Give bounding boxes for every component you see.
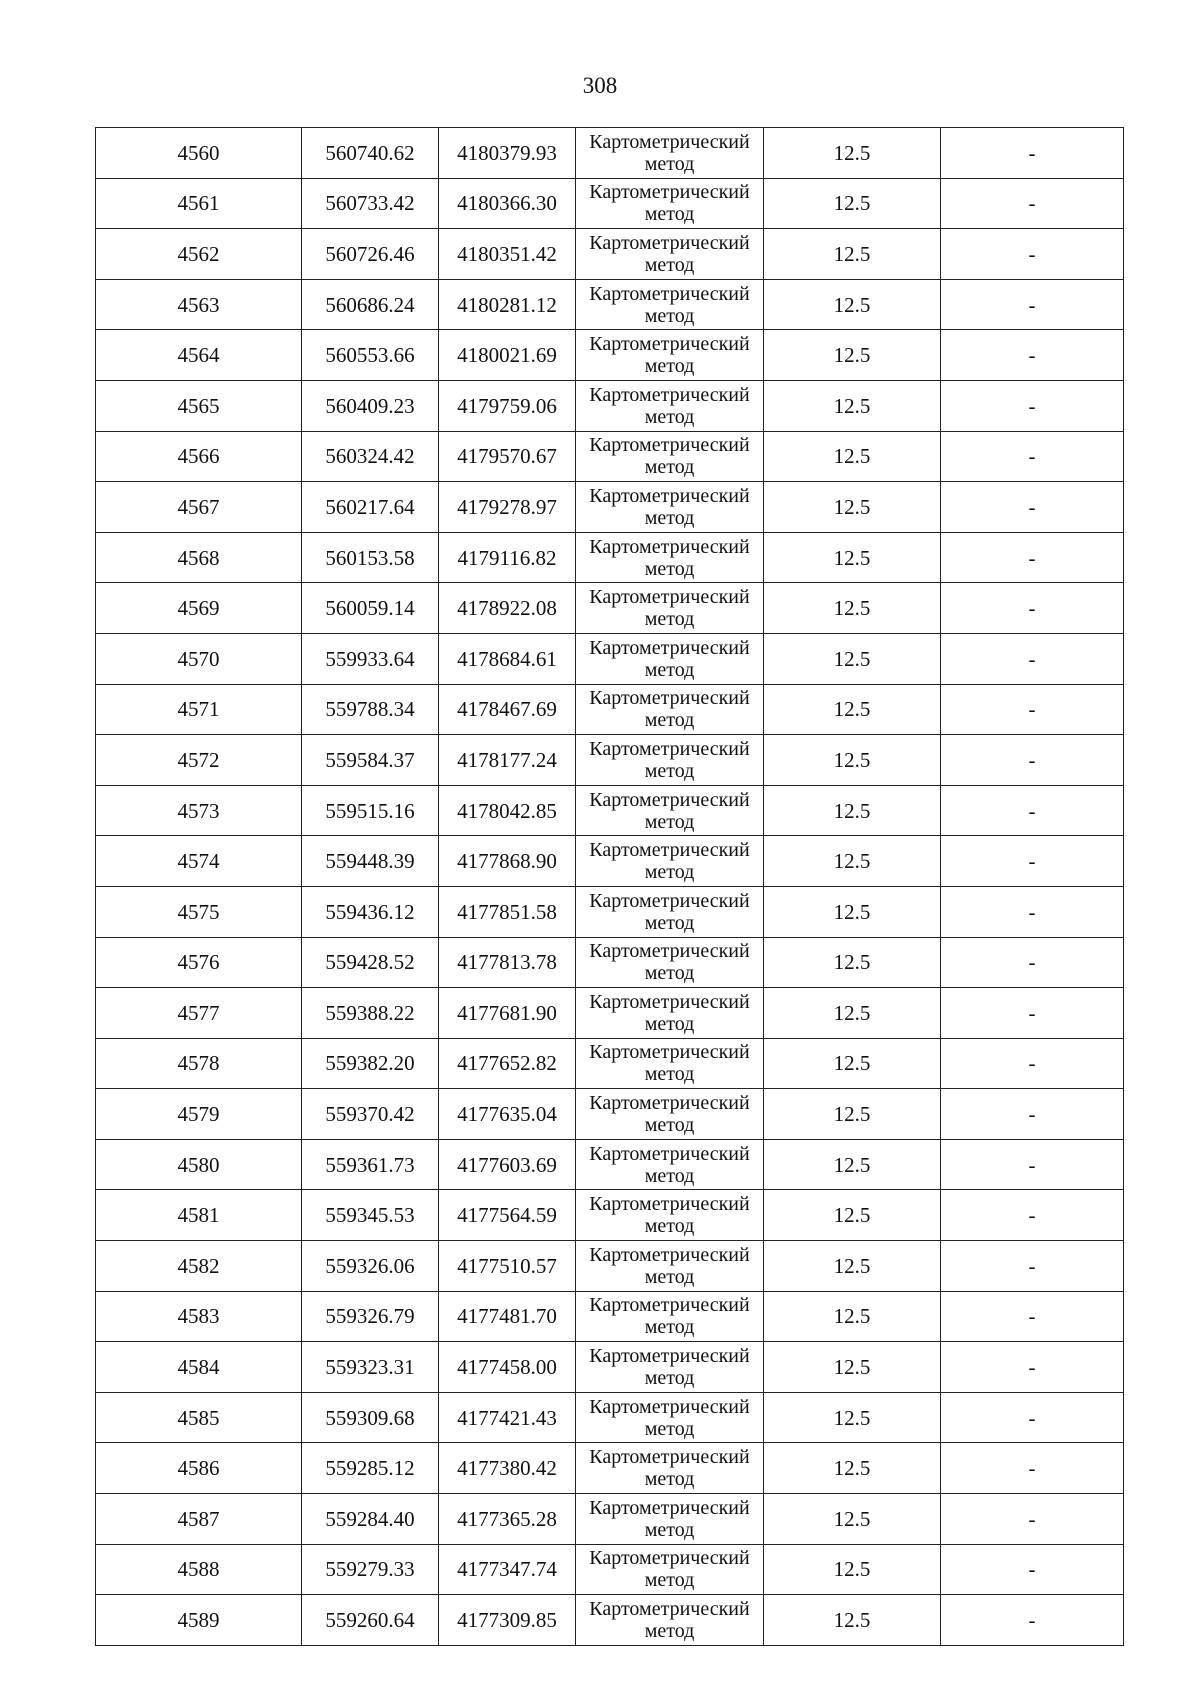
method-label-line2: метод bbox=[644, 658, 695, 681]
x-coordinate-cell: 560733.42 bbox=[302, 178, 439, 229]
method-cell bbox=[576, 1392, 764, 1443]
y-coordinate-cell: 4177635.04 bbox=[439, 1089, 576, 1140]
x-coordinate-cell: 560153.58 bbox=[302, 532, 439, 583]
accuracy-cell: 12.5 bbox=[764, 532, 941, 583]
accuracy-cell: 12.5 bbox=[764, 988, 941, 1039]
y-coordinate-cell: 4179570.67 bbox=[439, 431, 576, 482]
note-cell: - bbox=[941, 330, 1124, 381]
note-cell: - bbox=[941, 1443, 1124, 1494]
method-cell bbox=[576, 684, 764, 735]
y-coordinate-cell: 4177347.74 bbox=[439, 1544, 576, 1595]
note-cell: - bbox=[941, 1089, 1124, 1140]
table-row bbox=[96, 836, 1124, 887]
table-row bbox=[96, 279, 1124, 330]
method-label-line1: Картометрический bbox=[589, 839, 750, 862]
method-label-line1: Картометрический bbox=[589, 1446, 750, 1469]
accuracy-cell: 12.5 bbox=[764, 330, 941, 381]
x-coordinate-cell: 559260.64 bbox=[302, 1595, 439, 1646]
y-coordinate-cell: 4180366.30 bbox=[439, 178, 576, 229]
method-label-line1: Картометрический bbox=[589, 1092, 750, 1115]
point-id-cell: 4581 bbox=[96, 1190, 302, 1241]
method-label-line1: Картометрический bbox=[589, 1395, 750, 1418]
method-label-line1: Картометрический bbox=[589, 434, 750, 457]
table-row bbox=[96, 128, 1124, 179]
x-coordinate-cell: 559285.12 bbox=[302, 1443, 439, 1494]
y-coordinate-cell: 4180351.42 bbox=[439, 229, 576, 280]
table-row bbox=[96, 1544, 1124, 1595]
y-coordinate-cell: 4179116.82 bbox=[439, 532, 576, 583]
method-label-line2: метод bbox=[644, 759, 695, 782]
x-coordinate-cell: 560740.62 bbox=[302, 128, 439, 179]
x-coordinate-cell: 560409.23 bbox=[302, 380, 439, 431]
method-label-line1: Картометрический bbox=[589, 231, 750, 254]
x-coordinate-cell: 559361.73 bbox=[302, 1139, 439, 1190]
method-label-line2: метод bbox=[644, 405, 695, 428]
table-row bbox=[96, 1038, 1124, 1089]
method-label-line1: Картометрический bbox=[589, 1496, 750, 1519]
note-cell: - bbox=[941, 633, 1124, 684]
note-cell: - bbox=[941, 1038, 1124, 1089]
method-label-line2: метод bbox=[644, 1164, 695, 1187]
point-id-cell: 4578 bbox=[96, 1038, 302, 1089]
point-id-cell: 4569 bbox=[96, 583, 302, 634]
method-label-line1: Картометрический bbox=[589, 333, 750, 356]
y-coordinate-cell: 4177365.28 bbox=[439, 1494, 576, 1545]
point-id-cell: 4562 bbox=[96, 229, 302, 280]
method-label-line1: Картометрический bbox=[589, 282, 750, 305]
x-coordinate-cell: 560324.42 bbox=[302, 431, 439, 482]
y-coordinate-cell: 4179278.97 bbox=[439, 482, 576, 533]
method-label-line2: метод bbox=[644, 1367, 695, 1390]
point-id-cell: 4583 bbox=[96, 1291, 302, 1342]
point-id-cell: 4575 bbox=[96, 886, 302, 937]
table-row bbox=[96, 1139, 1124, 1190]
note-cell: - bbox=[941, 482, 1124, 533]
accuracy-cell: 12.5 bbox=[764, 1038, 941, 1089]
y-coordinate-cell: 4178042.85 bbox=[439, 785, 576, 836]
y-coordinate-cell: 4178684.61 bbox=[439, 633, 576, 684]
method-cell bbox=[576, 482, 764, 533]
table-row bbox=[96, 988, 1124, 1039]
table-row bbox=[96, 1494, 1124, 1545]
accuracy-cell: 12.5 bbox=[764, 128, 941, 179]
method-cell bbox=[576, 1342, 764, 1393]
page-number: 308 bbox=[582, 73, 618, 98]
table-row bbox=[96, 330, 1124, 381]
point-id-cell: 4586 bbox=[96, 1443, 302, 1494]
note-cell: - bbox=[941, 937, 1124, 988]
x-coordinate-cell: 559382.20 bbox=[302, 1038, 439, 1089]
y-coordinate-cell: 4177481.70 bbox=[439, 1291, 576, 1342]
point-id-cell: 4571 bbox=[96, 684, 302, 735]
x-coordinate-cell: 559428.52 bbox=[302, 937, 439, 988]
method-label-line2: метод bbox=[644, 557, 695, 580]
table-row bbox=[96, 937, 1124, 988]
y-coordinate-cell: 4180379.93 bbox=[439, 128, 576, 179]
note-cell: - bbox=[941, 886, 1124, 937]
accuracy-cell: 12.5 bbox=[764, 1443, 941, 1494]
y-coordinate-cell: 4177564.59 bbox=[439, 1190, 576, 1241]
method-cell bbox=[576, 431, 764, 482]
x-coordinate-cell: 559448.39 bbox=[302, 836, 439, 887]
table-row bbox=[96, 1595, 1124, 1646]
note-cell: - bbox=[941, 836, 1124, 887]
method-cell bbox=[576, 583, 764, 634]
method-label-line1: Картометрический bbox=[589, 940, 750, 963]
method-label-line1: Картометрический bbox=[589, 1547, 750, 1570]
point-id-cell: 4573 bbox=[96, 785, 302, 836]
y-coordinate-cell: 4177603.69 bbox=[439, 1139, 576, 1190]
method-cell bbox=[576, 128, 764, 179]
x-coordinate-cell: 559933.64 bbox=[302, 633, 439, 684]
method-cell bbox=[576, 886, 764, 937]
note-cell: - bbox=[941, 785, 1124, 836]
x-coordinate-cell: 559388.22 bbox=[302, 988, 439, 1039]
note-cell: - bbox=[941, 583, 1124, 634]
method-cell bbox=[576, 1291, 764, 1342]
method-cell bbox=[576, 785, 764, 836]
method-label-line1: Картометрический bbox=[589, 1345, 750, 1368]
accuracy-cell: 12.5 bbox=[764, 785, 941, 836]
method-label-line1: Картометрический bbox=[589, 1193, 750, 1216]
y-coordinate-cell: 4177510.57 bbox=[439, 1241, 576, 1292]
x-coordinate-cell: 559788.34 bbox=[302, 684, 439, 735]
method-cell bbox=[576, 1038, 764, 1089]
method-label-line1: Картометрический bbox=[589, 181, 750, 204]
method-label-line1: Картометрический bbox=[589, 383, 750, 406]
accuracy-cell: 12.5 bbox=[764, 583, 941, 634]
point-id-cell: 4576 bbox=[96, 937, 302, 988]
accuracy-cell: 12.5 bbox=[764, 1241, 941, 1292]
method-label-line2: метод bbox=[644, 709, 695, 732]
accuracy-cell: 12.5 bbox=[764, 836, 941, 887]
accuracy-cell: 12.5 bbox=[764, 1595, 941, 1646]
accuracy-cell: 12.5 bbox=[764, 1190, 941, 1241]
table-row bbox=[96, 1392, 1124, 1443]
table-row bbox=[96, 1241, 1124, 1292]
y-coordinate-cell: 4180021.69 bbox=[439, 330, 576, 381]
y-coordinate-cell: 4177813.78 bbox=[439, 937, 576, 988]
note-cell: - bbox=[941, 1544, 1124, 1595]
method-label-line1: Картометрический bbox=[589, 636, 750, 659]
method-label-line1: Картометрический bbox=[589, 687, 750, 710]
note-cell: - bbox=[941, 684, 1124, 735]
method-label-line2: метод bbox=[644, 506, 695, 529]
method-label-line2: метод bbox=[644, 1620, 695, 1643]
note-cell: - bbox=[941, 1241, 1124, 1292]
accuracy-cell: 12.5 bbox=[764, 633, 941, 684]
method-label-line2: метод bbox=[644, 253, 695, 276]
y-coordinate-cell: 4178467.69 bbox=[439, 684, 576, 735]
method-label-line1: Картометрический bbox=[589, 1294, 750, 1317]
accuracy-cell: 12.5 bbox=[764, 735, 941, 786]
method-label-line1: Картометрический bbox=[589, 130, 750, 153]
y-coordinate-cell: 4177652.82 bbox=[439, 1038, 576, 1089]
point-id-cell: 4587 bbox=[96, 1494, 302, 1545]
method-cell bbox=[576, 532, 764, 583]
accuracy-cell: 12.5 bbox=[764, 482, 941, 533]
method-label-line2: метод bbox=[644, 1114, 695, 1137]
note-cell: - bbox=[941, 1190, 1124, 1241]
accuracy-cell: 12.5 bbox=[764, 279, 941, 330]
table-row bbox=[96, 431, 1124, 482]
coordinates-table bbox=[95, 127, 1124, 1646]
method-cell bbox=[576, 1190, 764, 1241]
x-coordinate-cell: 559370.42 bbox=[302, 1089, 439, 1140]
x-coordinate-cell: 559436.12 bbox=[302, 886, 439, 937]
point-id-cell: 4579 bbox=[96, 1089, 302, 1140]
method-label-line2: метод bbox=[644, 962, 695, 985]
point-id-cell: 4570 bbox=[96, 633, 302, 684]
x-coordinate-cell: 560726.46 bbox=[302, 229, 439, 280]
coordinates-table-body bbox=[96, 128, 1124, 1646]
table-row bbox=[96, 1342, 1124, 1393]
point-id-cell: 4572 bbox=[96, 735, 302, 786]
method-label-line2: метод bbox=[644, 1468, 695, 1491]
note-cell: - bbox=[941, 1291, 1124, 1342]
y-coordinate-cell: 4177380.42 bbox=[439, 1443, 576, 1494]
note-cell: - bbox=[941, 1139, 1124, 1190]
method-label-line2: метод bbox=[644, 1518, 695, 1541]
point-id-cell: 4589 bbox=[96, 1595, 302, 1646]
point-id-cell: 4563 bbox=[96, 279, 302, 330]
note-cell: - bbox=[941, 735, 1124, 786]
note-cell: - bbox=[941, 1494, 1124, 1545]
accuracy-cell: 12.5 bbox=[764, 937, 941, 988]
x-coordinate-cell: 560553.66 bbox=[302, 330, 439, 381]
table-row bbox=[96, 583, 1124, 634]
note-cell: - bbox=[941, 380, 1124, 431]
note-cell: - bbox=[941, 178, 1124, 229]
point-id-cell: 4564 bbox=[96, 330, 302, 381]
x-coordinate-cell: 559323.31 bbox=[302, 1342, 439, 1393]
x-coordinate-cell: 559326.79 bbox=[302, 1291, 439, 1342]
accuracy-cell: 12.5 bbox=[764, 684, 941, 735]
table-row bbox=[96, 178, 1124, 229]
method-label-line2: метод bbox=[644, 203, 695, 226]
accuracy-cell: 12.5 bbox=[764, 229, 941, 280]
table-row bbox=[96, 785, 1124, 836]
table-row bbox=[96, 482, 1124, 533]
y-coordinate-cell: 4178177.24 bbox=[439, 735, 576, 786]
method-cell bbox=[576, 279, 764, 330]
method-label-line1: Картометрический bbox=[589, 484, 750, 507]
note-cell: - bbox=[941, 1342, 1124, 1393]
x-coordinate-cell: 560686.24 bbox=[302, 279, 439, 330]
y-coordinate-cell: 4177681.90 bbox=[439, 988, 576, 1039]
point-id-cell: 4565 bbox=[96, 380, 302, 431]
method-label-line1: Картометрический bbox=[589, 788, 750, 811]
y-coordinate-cell: 4177851.58 bbox=[439, 886, 576, 937]
method-cell bbox=[576, 988, 764, 1039]
point-id-cell: 4588 bbox=[96, 1544, 302, 1595]
y-coordinate-cell: 4179759.06 bbox=[439, 380, 576, 431]
y-coordinate-cell: 4177458.00 bbox=[439, 1342, 576, 1393]
note-cell: - bbox=[941, 1392, 1124, 1443]
accuracy-cell: 12.5 bbox=[764, 178, 941, 229]
x-coordinate-cell: 559515.16 bbox=[302, 785, 439, 836]
method-cell bbox=[576, 380, 764, 431]
point-id-cell: 4584 bbox=[96, 1342, 302, 1393]
x-coordinate-cell: 559345.53 bbox=[302, 1190, 439, 1241]
method-label-line2: метод bbox=[644, 1316, 695, 1339]
x-coordinate-cell: 559284.40 bbox=[302, 1494, 439, 1545]
method-cell bbox=[576, 1241, 764, 1292]
x-coordinate-cell: 560059.14 bbox=[302, 583, 439, 634]
note-cell: - bbox=[941, 431, 1124, 482]
table-row bbox=[96, 1443, 1124, 1494]
point-id-cell: 4585 bbox=[96, 1392, 302, 1443]
method-cell bbox=[576, 229, 764, 280]
method-label-line1: Картометрический bbox=[589, 1243, 750, 1266]
method-cell bbox=[576, 836, 764, 887]
accuracy-cell: 12.5 bbox=[764, 380, 941, 431]
table-row bbox=[96, 684, 1124, 735]
method-cell bbox=[576, 330, 764, 381]
method-label-line2: метод bbox=[644, 861, 695, 884]
method-label-line2: метод bbox=[644, 1569, 695, 1592]
method-label-line2: метод bbox=[644, 608, 695, 631]
method-label-line1: Картометрический bbox=[589, 889, 750, 912]
y-coordinate-cell: 4177868.90 bbox=[439, 836, 576, 887]
x-coordinate-cell: 559584.37 bbox=[302, 735, 439, 786]
method-label-line1: Картометрический bbox=[589, 1041, 750, 1064]
point-id-cell: 4567 bbox=[96, 482, 302, 533]
point-id-cell: 4577 bbox=[96, 988, 302, 1039]
accuracy-cell: 12.5 bbox=[764, 1392, 941, 1443]
table-row bbox=[96, 532, 1124, 583]
method-cell bbox=[576, 1494, 764, 1545]
point-id-cell: 4561 bbox=[96, 178, 302, 229]
method-cell bbox=[576, 735, 764, 786]
method-cell bbox=[576, 178, 764, 229]
note-cell: - bbox=[941, 279, 1124, 330]
method-cell bbox=[576, 1089, 764, 1140]
accuracy-cell: 12.5 bbox=[764, 1342, 941, 1393]
method-label-line1: Картометрический bbox=[589, 737, 750, 760]
method-label-line1: Картометрический bbox=[589, 535, 750, 558]
method-label-line2: метод bbox=[644, 456, 695, 479]
method-label-line1: Картометрический bbox=[589, 1142, 750, 1165]
method-label-line2: метод bbox=[644, 304, 695, 327]
note-cell: - bbox=[941, 532, 1124, 583]
y-coordinate-cell: 4180281.12 bbox=[439, 279, 576, 330]
method-label-line1: Картометрический bbox=[589, 990, 750, 1013]
method-cell bbox=[576, 1544, 764, 1595]
method-label-line2: метод bbox=[644, 355, 695, 378]
note-cell: - bbox=[941, 128, 1124, 179]
y-coordinate-cell: 4177421.43 bbox=[439, 1392, 576, 1443]
method-cell bbox=[576, 1139, 764, 1190]
x-coordinate-cell: 560217.64 bbox=[302, 482, 439, 533]
x-coordinate-cell: 559326.06 bbox=[302, 1241, 439, 1292]
table-row bbox=[96, 380, 1124, 431]
y-coordinate-cell: 4178922.08 bbox=[439, 583, 576, 634]
accuracy-cell: 12.5 bbox=[764, 1291, 941, 1342]
method-label-line2: метод bbox=[644, 1215, 695, 1238]
accuracy-cell: 12.5 bbox=[764, 1494, 941, 1545]
method-label-line2: метод bbox=[644, 911, 695, 934]
table-row bbox=[96, 633, 1124, 684]
table-row bbox=[96, 735, 1124, 786]
point-id-cell: 4560 bbox=[96, 128, 302, 179]
accuracy-cell: 12.5 bbox=[764, 1139, 941, 1190]
accuracy-cell: 12.5 bbox=[764, 1089, 941, 1140]
method-label-line2: метод bbox=[644, 1063, 695, 1086]
note-cell: - bbox=[941, 1595, 1124, 1646]
method-label-line1: Картометрический bbox=[589, 1598, 750, 1621]
point-id-cell: 4574 bbox=[96, 836, 302, 887]
table-row bbox=[96, 229, 1124, 280]
table-row bbox=[96, 1089, 1124, 1140]
point-id-cell: 4566 bbox=[96, 431, 302, 482]
method-label-line2: метод bbox=[644, 1417, 695, 1440]
method-cell bbox=[576, 633, 764, 684]
accuracy-cell: 12.5 bbox=[764, 431, 941, 482]
method-label-line2: метод bbox=[644, 1265, 695, 1288]
note-cell: - bbox=[941, 988, 1124, 1039]
table-row bbox=[96, 1291, 1124, 1342]
table-row bbox=[96, 1190, 1124, 1241]
point-id-cell: 4568 bbox=[96, 532, 302, 583]
method-label-line1: Картометрический bbox=[589, 586, 750, 609]
table-row bbox=[96, 886, 1124, 937]
x-coordinate-cell: 559309.68 bbox=[302, 1392, 439, 1443]
x-coordinate-cell: 559279.33 bbox=[302, 1544, 439, 1595]
y-coordinate-cell: 4177309.85 bbox=[439, 1595, 576, 1646]
note-cell: - bbox=[941, 229, 1124, 280]
method-label-line2: метод bbox=[644, 1012, 695, 1035]
method-cell bbox=[576, 1595, 764, 1646]
accuracy-cell: 12.5 bbox=[764, 886, 941, 937]
point-id-cell: 4582 bbox=[96, 1241, 302, 1292]
method-cell bbox=[576, 937, 764, 988]
method-label-line2: метод bbox=[644, 152, 695, 175]
point-id-cell: 4580 bbox=[96, 1139, 302, 1190]
method-label-line2: метод bbox=[644, 810, 695, 833]
accuracy-cell: 12.5 bbox=[764, 1544, 941, 1595]
method-cell bbox=[576, 1443, 764, 1494]
